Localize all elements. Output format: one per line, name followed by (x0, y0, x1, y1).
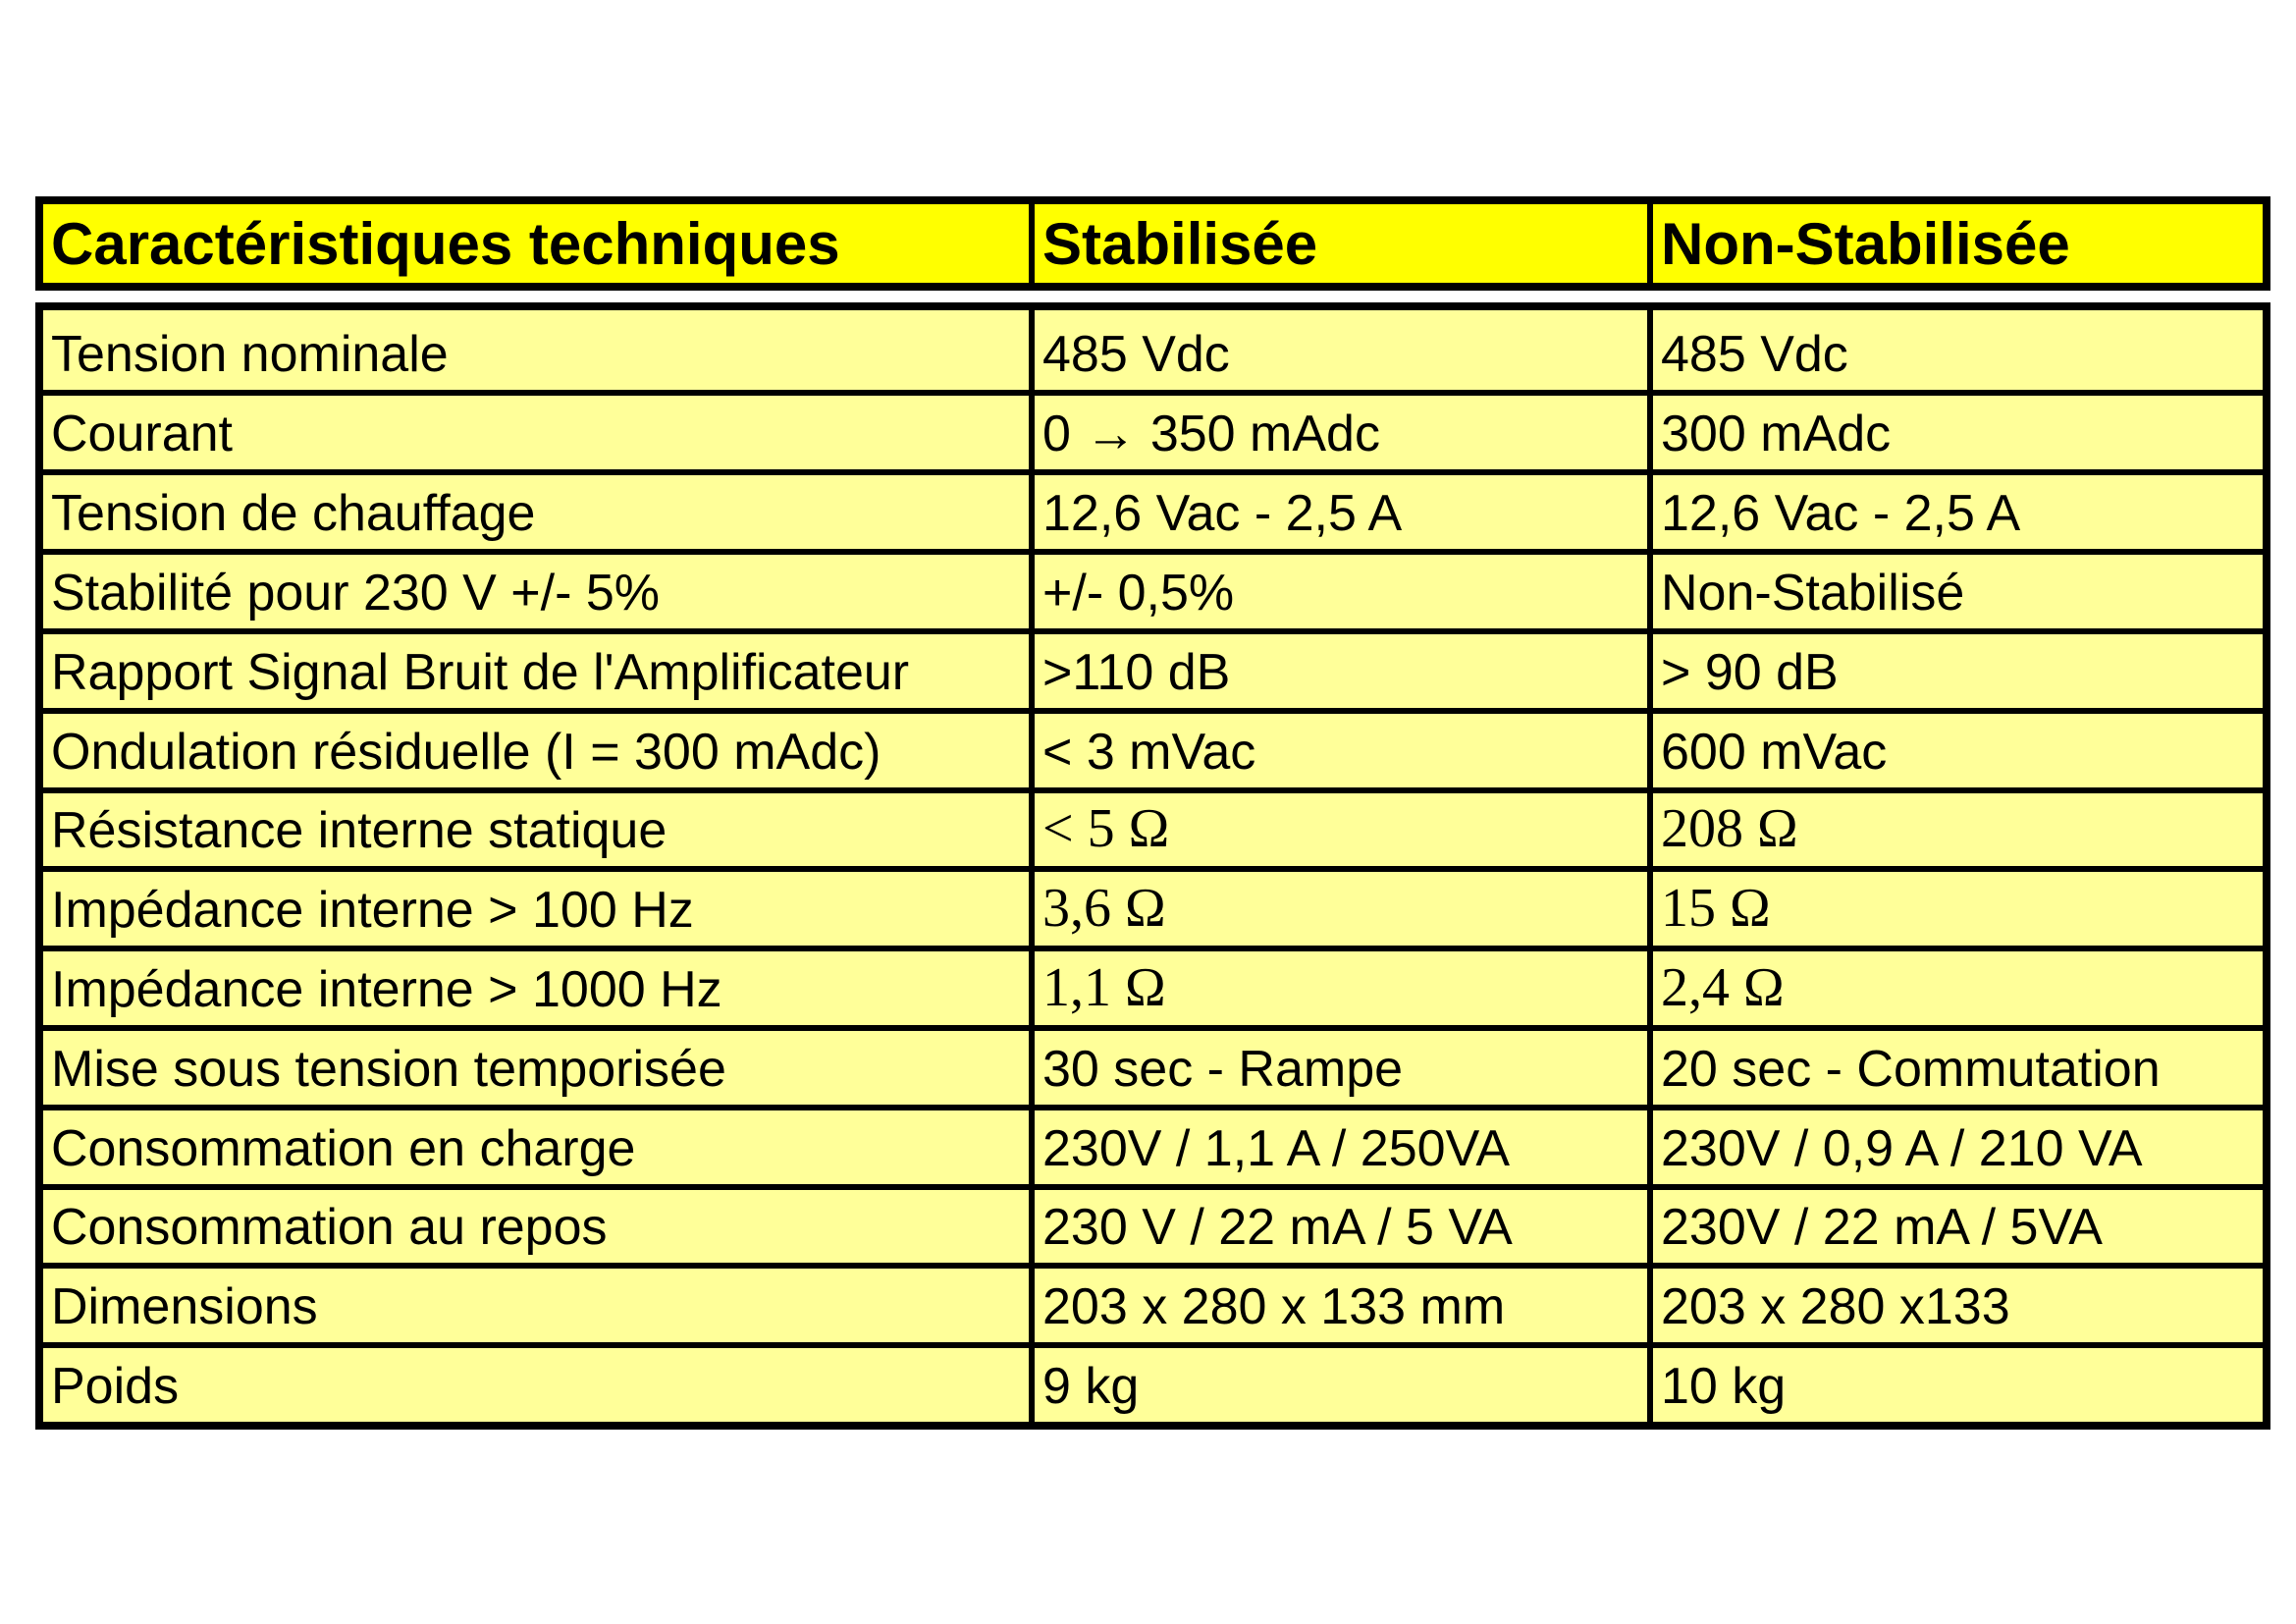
row-label: Ondulation résiduelle (I = 300 mAdc) (51, 723, 881, 781)
stabilized-value: 1,1 Ω (1029, 951, 1647, 1025)
header-non-stabilized: Non-Stabilisée (1647, 204, 2263, 283)
stabilized-value: 12,6 Vac - 2,5 A (1029, 475, 1647, 549)
header-characteristics: Caractéristiques techniques (51, 210, 840, 277)
non-stabilized-value: 230V / 0,9 A / 210 VA (1647, 1110, 2263, 1184)
stabilized-value: 9 kg (1029, 1348, 1647, 1422)
table-row (43, 866, 2263, 946)
non-stabilized-value: Non-Stabilisé (1647, 555, 2263, 628)
header-stabilized: Stabilisée (1029, 204, 1647, 283)
stabilized-value: 485 Vdc (1029, 310, 1647, 390)
row-label: Tension de chauffage (51, 485, 536, 543)
row-label: Consommation au repos (51, 1199, 608, 1257)
non-stabilized-value: 20 sec - Commutation (1647, 1031, 2263, 1105)
non-stabilized-value: 10 kg (1647, 1348, 2263, 1422)
row-label: Impédance interne > 100 Hz (51, 882, 694, 940)
table-row (43, 946, 2263, 1025)
table-row (43, 469, 2263, 549)
row-label: Consommation en charge (51, 1119, 636, 1177)
non-stabilized-value: 485 Vdc (1647, 310, 2263, 390)
row-label: Tension nominale (51, 326, 449, 384)
table-header (35, 196, 2270, 291)
row-label: Impédance interne > 1000 Hz (51, 960, 722, 1018)
table-row (43, 1105, 2263, 1184)
specs-table (35, 302, 2270, 1430)
table-row (43, 628, 2263, 708)
non-stabilized-value: > 90 dB (1647, 634, 2263, 708)
non-stabilized-value: 300 mAdc (1647, 396, 2263, 469)
non-stabilized-value: 600 mVac (1647, 714, 2263, 787)
row-label: Poids (51, 1358, 180, 1416)
stabilized-value: >110 dB (1029, 634, 1647, 708)
row-label: Courant (51, 406, 233, 463)
non-stabilized-value: 2,4 Ω (1647, 951, 2263, 1025)
stabilized-value: 230 V / 22 mA / 5 VA (1029, 1190, 1647, 1264)
table-row (43, 1342, 2263, 1422)
stabilized-value: 230V / 1,1 A / 250VA (1029, 1110, 1647, 1184)
stabilized-value: < 5 Ω (1029, 793, 1647, 867)
table-row (43, 310, 2263, 390)
row-label: Mise sous tension temporisée (51, 1040, 726, 1098)
table-row (43, 787, 2263, 867)
non-stabilized-value: 208 Ω (1647, 793, 2263, 867)
table-row (43, 1263, 2263, 1342)
table-row (43, 390, 2263, 469)
non-stabilized-value: 203 x 280 x133 (1647, 1269, 2263, 1342)
row-label: Stabilité pour 230 V +/- 5% (51, 564, 661, 622)
non-stabilized-value: 230V / 22 mA / 5VA (1647, 1190, 2263, 1264)
stabilized-value: 3,6 Ω (1029, 872, 1647, 946)
non-stabilized-value: 15 Ω (1647, 872, 2263, 946)
table-row (43, 1184, 2263, 1264)
row-label: Rapport Signal Bruit de l'Amplificateur (51, 643, 910, 701)
stabilized-value: < 3 mVac (1029, 714, 1647, 787)
stabilized-value: 30 sec - Rampe (1029, 1031, 1647, 1105)
non-stabilized-value: 12,6 Vac - 2,5 A (1647, 475, 2263, 549)
table-row (43, 708, 2263, 787)
row-label: Dimensions (51, 1278, 318, 1336)
stabilized-value: 203 x 280 x 133 mm (1029, 1269, 1647, 1342)
stabilized-value: 0 → 350 mAdc (1029, 396, 1647, 469)
table-row (43, 549, 2263, 628)
row-label: Résistance interne statique (51, 802, 667, 860)
stabilized-value: +/- 0,5% (1029, 555, 1647, 628)
table-row (43, 1025, 2263, 1105)
